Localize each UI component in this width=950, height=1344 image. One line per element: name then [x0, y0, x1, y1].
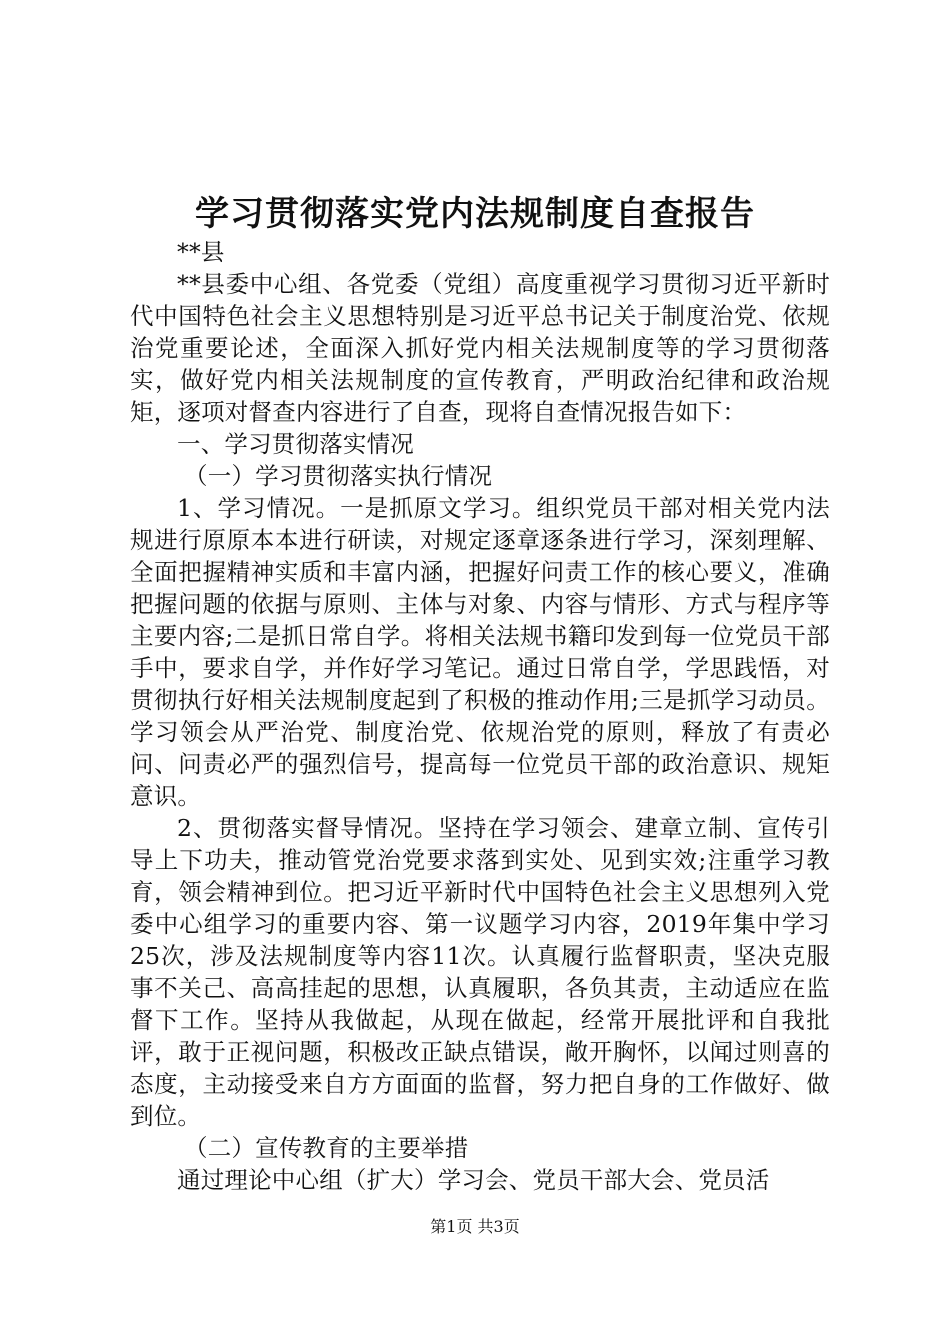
author-line: **县	[177, 238, 225, 266]
document-title: 学习贯彻落实党内法规制度自查报告	[195, 194, 755, 234]
page-number-footer: 第1页 共3页	[430, 1217, 520, 1236]
section-heading: 一、学习贯彻落实情况	[177, 430, 414, 458]
subsection-heading: （一）学习贯彻落实执行情况	[184, 462, 493, 490]
subsection-heading: （二）宣传教育的主要举措	[184, 1134, 469, 1162]
intro-paragraph: **县委中心组、各党委（党组）高度重视学习贯彻习近平新时代中国特色社会主义思想特别是习近平总书记关于制度治党、依规治党重要论述，全面深入抓好党内相关法规制度等的学习贯彻落实，做好党内相关法规制度的宣传教育，严明政治纪律和政治规矩，逐项对督查内容进行了自查，现将自查情况报告如下：	[130, 270, 830, 426]
body-paragraph: 1、学习情况。一是抓原文学习。组织党员干部对相关党内法规进行原原本本进行研读，对规定逐章逐条进行学习，深刻理解、全面把握精神实质和丰富内涵，把握好问责工作的核心要义，准确把握问题的依据与原则、主体与对象、内容与情形、方式与程序等主要内容;二是抓日常自学。将相关法规书籍印发到每一位党员干部手中，要求自学，并作好学习笔记。通过日常自学，学思践悟，对贯彻执行好相关法规制度起到了积极的推动作用;三是抓学习动员。学习领会从严治党、制度治党、依规治党的原则，释放了有责必问、问责必严的强烈信号，提高每一位党员干部的政治意识、规矩意识。	[130, 494, 830, 810]
body-paragraph: 通过理论中心组（扩大）学习会、党员干部大会、党员活	[177, 1166, 770, 1194]
body-paragraph: 2、贯彻落实督导情况。坚持在学习领会、建章立制、宣传引导上下功夫，推动管党治党要求落到实处、见到实效;注重学习教育，领会精神到位。把习近平新时代中国特色社会主义思想列入党委中心组学习的重要内容、第一议题学习内容，2019年集中学习25次，涉及法规制度等内容11次。认真履行监督职责，坚决克服事不关己、高高挂起的思想，认真履职，各负其责，主动适应在监督下工作。坚持从我做起，从现在做起，经常开展批评和自我批评，敢于正视问题，积极改正缺点错误，敞开胸怀，以闻过则喜的态度，主动接受来自方方面面的监督，努力把自身的工作做好、做到位。	[130, 814, 830, 1130]
document-body	[130, 236, 830, 1196]
